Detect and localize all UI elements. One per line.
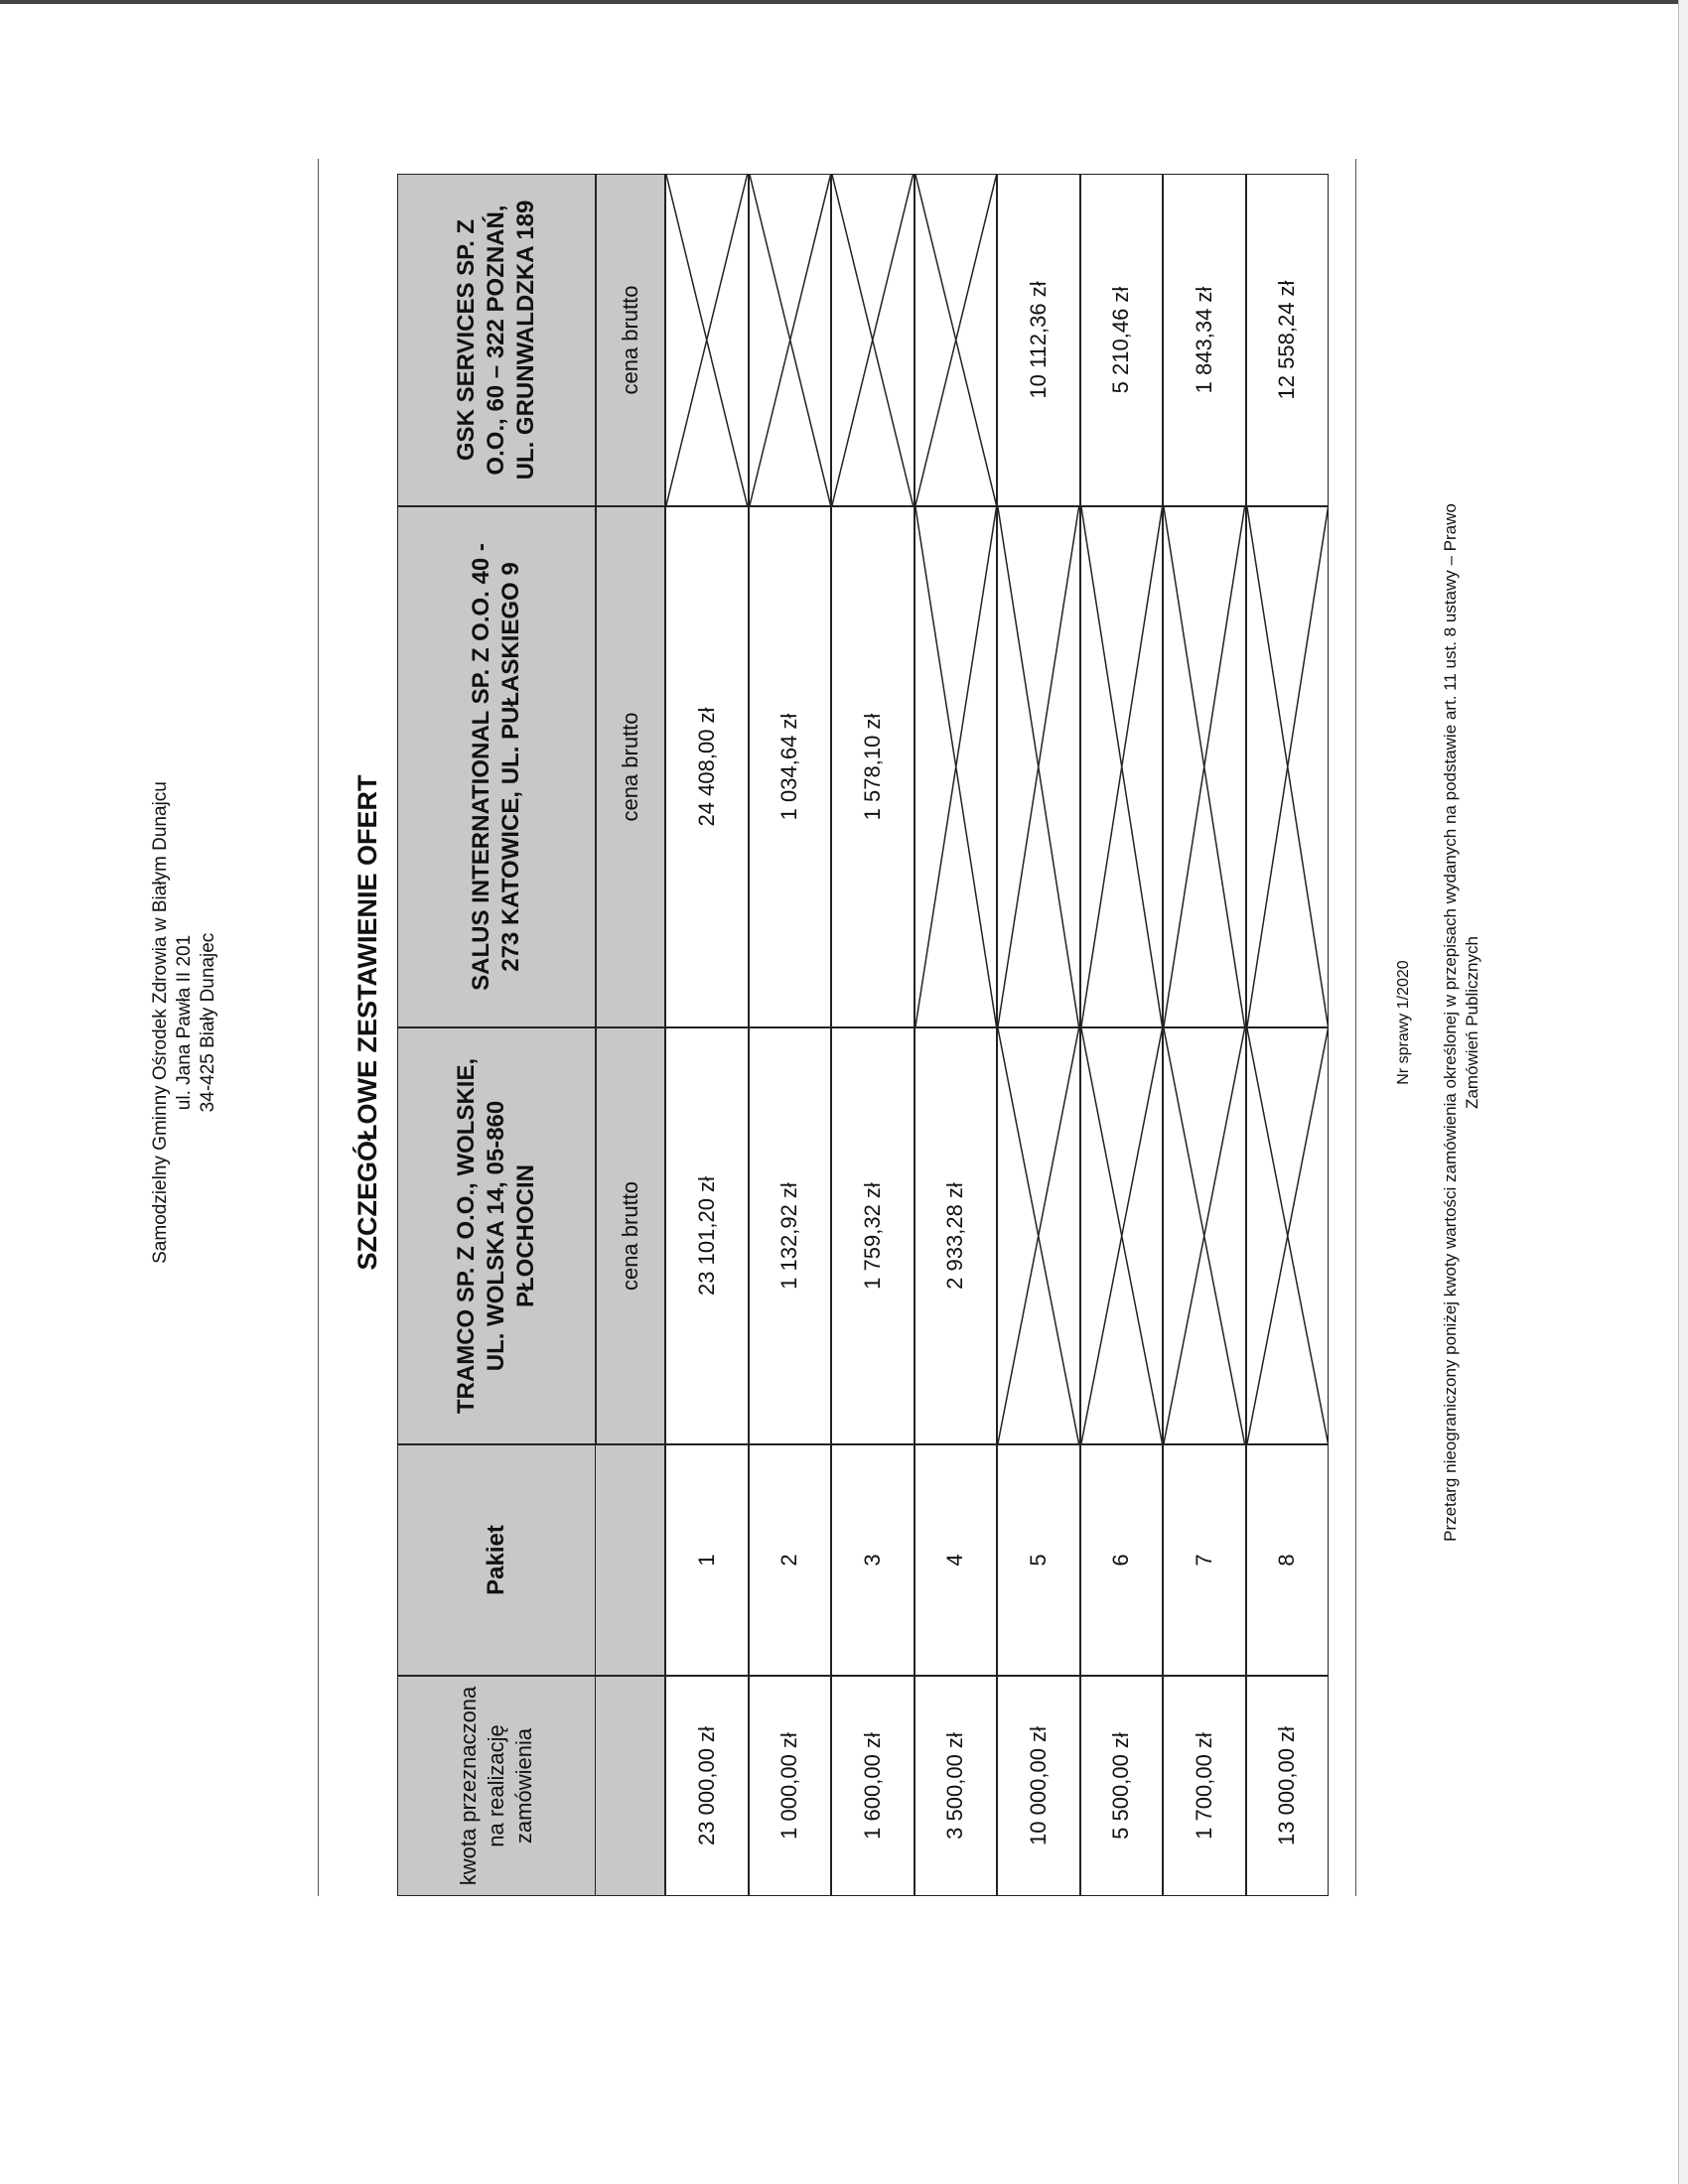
cell-salus-row-4 xyxy=(914,506,998,1027)
price-label: cena brutto xyxy=(618,285,642,395)
amount-value: 5 500,00 zł xyxy=(1108,1732,1134,1840)
package-value: 6 xyxy=(1108,1554,1134,1567)
cell-package-row-6 xyxy=(1080,1444,1164,1676)
empty-cell-cross xyxy=(750,175,831,505)
gsk-value: 1 843,34 zł xyxy=(1191,286,1216,394)
empty-cell-cross xyxy=(1247,1028,1329,1443)
offers-table xyxy=(397,174,1329,1896)
cell-gsk-row-3 xyxy=(831,174,914,506)
empty-cell-cross xyxy=(1247,507,1329,1026)
amount-value: 3 500,00 zł xyxy=(942,1732,968,1840)
amount-value: 13 000,00 zł xyxy=(1274,1726,1300,1845)
package-value: 5 xyxy=(1025,1554,1051,1567)
cell-package-row-3 xyxy=(831,1444,914,1676)
price-label: cena brutto xyxy=(618,1180,642,1292)
empty-cell-cross xyxy=(832,175,914,505)
subheader-amount-filler xyxy=(596,1676,665,1896)
cell-amount-row-4 xyxy=(914,1676,998,1896)
cell-tramco-row-6 xyxy=(1080,1027,1164,1444)
cell-gsk-row-6 xyxy=(1080,174,1164,506)
empty-cell-cross xyxy=(1081,1028,1163,1443)
tramco-value: 2 933,28 zł xyxy=(942,1182,968,1290)
cell-salus-row-8 xyxy=(1246,506,1330,1027)
header-package xyxy=(397,1444,596,1676)
company-salus-label: SALUS INTERNATIONAL SP. Z O.O. 40 - 273 KATOWICE, UL. PUŁASKIEGO 9 xyxy=(468,543,524,991)
amount-value: 1 600,00 zł xyxy=(859,1732,885,1840)
amount-value: 23 000,00 zł xyxy=(693,1726,719,1845)
document-title: SZCZEGÓŁOWE ZESTAWIENIE OFERT xyxy=(352,774,382,1271)
salus-value: 24 408,00 zł xyxy=(693,707,719,827)
cell-amount-row-8 xyxy=(1246,1676,1330,1896)
package-value: 3 xyxy=(859,1554,885,1567)
cell-amount-row-1 xyxy=(665,1676,749,1896)
header-company-gsk xyxy=(397,174,596,506)
empty-cell-cross xyxy=(915,175,997,505)
subheader-gsk xyxy=(596,174,665,506)
empty-cell-cross xyxy=(666,175,748,505)
empty-cell-cross xyxy=(998,507,1079,1026)
bottom-divider xyxy=(1355,159,1356,1896)
cell-amount-row-7 xyxy=(1163,1676,1246,1896)
empty-cell-cross xyxy=(915,507,997,1026)
amount-value: 1 000,00 zł xyxy=(776,1732,802,1840)
institution-city: 34-425 Biały Dunajec xyxy=(198,932,218,1113)
cell-gsk-row-4 xyxy=(914,174,998,506)
salus-value: 1 034,64 zł xyxy=(776,713,802,821)
cell-gsk-row-1 xyxy=(665,174,749,506)
cell-tramco-row-5 xyxy=(997,1027,1080,1444)
institution-name: Samodzielny Gminny Ośrodek Zdrowia w Białym Dunajcu xyxy=(150,781,171,1264)
package-value: 7 xyxy=(1191,1554,1216,1567)
cell-amount-row-5 xyxy=(997,1676,1080,1896)
header-amount xyxy=(397,1676,596,1896)
cell-tramco-row-3 xyxy=(831,1027,914,1444)
tramco-value: 1 132,92 zł xyxy=(776,1182,802,1290)
tramco-value: 23 101,20 zł xyxy=(693,1176,719,1296)
cell-amount-row-6 xyxy=(1080,1676,1164,1896)
amount-value: 10 000,00 zł xyxy=(1025,1726,1051,1845)
subheader-tramco xyxy=(596,1027,665,1444)
gsk-value: 10 112,36 zł xyxy=(1025,281,1051,399)
cell-amount-row-2 xyxy=(749,1676,832,1896)
cell-salus-row-6 xyxy=(1080,506,1164,1027)
amount-value: 1 700,00 zł xyxy=(1191,1732,1216,1840)
price-label: cena brutto xyxy=(618,712,642,822)
cell-tramco-row-7 xyxy=(1163,1027,1246,1444)
cell-package-row-5 xyxy=(997,1444,1080,1676)
cell-package-row-2 xyxy=(749,1444,832,1676)
package-value: 2 xyxy=(776,1554,802,1567)
cell-gsk-row-7 xyxy=(1163,174,1246,506)
package-value: 8 xyxy=(1274,1554,1300,1567)
header-company-tramco xyxy=(397,1027,596,1444)
cell-salus-row-2 xyxy=(749,506,832,1027)
rotated-page xyxy=(149,159,1539,1896)
subheader-package-filler xyxy=(596,1444,665,1676)
gsk-value: 12 558,24 zł xyxy=(1274,280,1300,400)
cell-tramco-row-4 xyxy=(914,1027,998,1444)
company-tramco-label: TRAMCO SP. Z O.O., WOLSKIE, UL. WOLSKA 14, 05-860 PŁOCHOCIN xyxy=(453,1057,539,1415)
empty-cell-cross xyxy=(1081,507,1163,1026)
cell-package-row-8 xyxy=(1246,1444,1330,1676)
institution-header xyxy=(149,625,220,1420)
empty-cell-cross xyxy=(1164,1028,1245,1443)
package-value: 4 xyxy=(942,1554,968,1567)
cell-tramco-row-2 xyxy=(749,1027,832,1444)
cell-package-row-7 xyxy=(1163,1444,1246,1676)
cell-tramco-row-1 xyxy=(665,1027,749,1444)
cell-package-row-4 xyxy=(914,1444,998,1676)
top-divider xyxy=(318,159,319,1896)
scan-top-edge xyxy=(0,0,1688,4)
cell-salus-row-1 xyxy=(665,506,749,1027)
gsk-value: 5 210,46 zł xyxy=(1108,286,1134,394)
header-company-salus xyxy=(397,506,596,1027)
subheader-salus xyxy=(596,506,665,1027)
tender-note: Przetarg nieograniczony poniżej kwoty wartości zamówienia określonej w przepisach wydanych na podstawie art. 11 ust. 8 ustawy – Prawo Zamówień Publicznych xyxy=(1441,503,1481,1542)
cell-gsk-row-5 xyxy=(997,174,1080,506)
salus-value: 1 578,10 zł xyxy=(859,713,885,821)
empty-cell-cross xyxy=(1164,507,1245,1026)
header-package-label: Pakiet xyxy=(483,1525,509,1595)
cell-salus-row-7 xyxy=(1163,506,1246,1027)
cell-tramco-row-8 xyxy=(1246,1027,1330,1444)
cell-amount-row-3 xyxy=(831,1676,914,1896)
cell-gsk-row-2 xyxy=(749,174,832,506)
company-gsk-label: GSK SERVICES SP. Z O.O., 60 – 322 POZNAŃ, UL. GRUNWALDZKA 189 xyxy=(453,200,539,480)
cell-gsk-row-8 xyxy=(1246,174,1330,506)
package-value: 1 xyxy=(693,1554,719,1567)
empty-cell-cross xyxy=(998,1028,1079,1443)
case-number: Nr sprawy 1/2020 xyxy=(1395,960,1412,1085)
header-amount-label: kwota przeznaczona na realizację zamówienia xyxy=(456,1686,536,1886)
cell-package-row-1 xyxy=(665,1444,749,1676)
scan-right-edge xyxy=(1678,0,1688,2184)
cell-salus-row-3 xyxy=(831,506,914,1027)
institution-street: ul. Jana Pawła II 201 xyxy=(174,934,195,1111)
tramco-value: 1 759,32 zł xyxy=(859,1182,885,1290)
cell-salus-row-5 xyxy=(997,506,1080,1027)
